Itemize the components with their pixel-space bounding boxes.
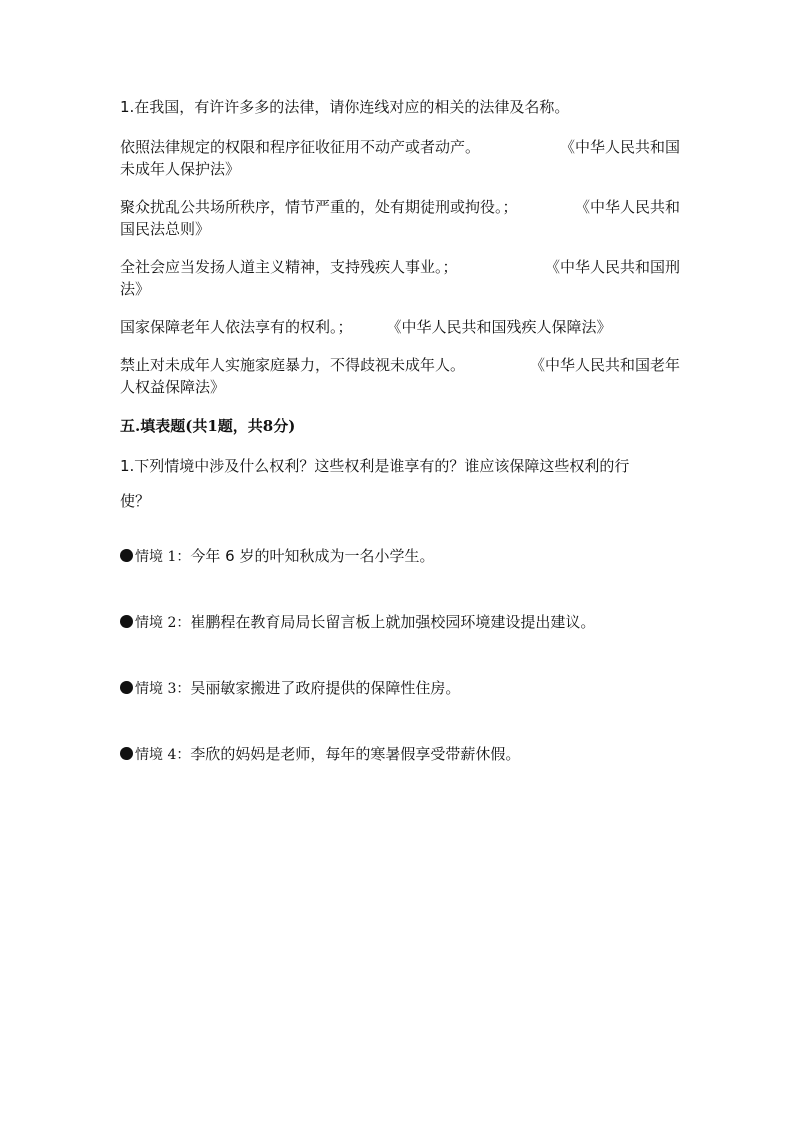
match-right-text: 《中华人民共和 xyxy=(574,198,680,216)
match-continuation: 人权益保障法》 xyxy=(120,378,226,396)
scenario-text: 吴丽敏家搬进了政府提供的保障性住房。 xyxy=(190,679,461,697)
bullet-icon xyxy=(120,549,133,562)
match-item-4 xyxy=(120,316,680,338)
bullet-icon xyxy=(120,615,133,628)
scenario-text: 李欣的妈妈是老师，每年的寒暑假享受带薪休假。 xyxy=(190,745,521,763)
bullet-icon xyxy=(120,681,133,694)
match-continuation: 未成年人保护法》 xyxy=(120,160,241,178)
question1-prompt: 1.在我国，有许许多多的法律，请你连线对应的相关的法律及名称。 xyxy=(120,98,570,116)
section-title: 五.填表题(共1题，共8分) xyxy=(120,417,296,435)
match-left-text: 聚众扰乱公共场所秩序，情节严重的，处有期徒刑或拘役。； xyxy=(120,198,518,216)
match-continuation: 法》 xyxy=(120,280,151,298)
match-left-text: 依照法律规定的权限和程序征收征用不动产或者动产。 xyxy=(120,138,481,156)
bullet-icon xyxy=(120,747,133,760)
scenario-2 xyxy=(120,611,595,634)
scenario-text: 崔鹏程在教育局局长留言板上就加强校园环境建设提出建议。 xyxy=(190,613,596,631)
section5-prompt-line2: 使？ xyxy=(120,492,151,510)
scenario-label: 情境 2： xyxy=(135,615,191,631)
match-left-text: 国家保障老年人依法享有的权利。； xyxy=(120,318,353,336)
match-item-5 xyxy=(120,354,680,398)
scenario-label: 情境 4： xyxy=(135,747,191,763)
match-left-text: 禁止对未成年人实施家庭暴力，不得歧视未成年人。 xyxy=(120,356,466,374)
section5-prompt-line1: 1.下列情境中涉及什么权利？这些权利是谁享有的？谁应该保障这些权利的行 xyxy=(120,457,630,475)
match-right-text: 《中华人民共和国残疾人保障法》 xyxy=(386,318,612,336)
scenario-label: 情境 3： xyxy=(135,681,191,697)
match-item-3 xyxy=(120,256,680,300)
scenario-1 xyxy=(120,545,434,568)
match-left-text: 全社会应当发扬人道主义精神，支持残疾人事业。； xyxy=(120,258,458,276)
scenario-text: 今年 6 岁的叶知秋成为一名小学生。 xyxy=(190,547,435,565)
scenario-3 xyxy=(120,677,460,700)
match-right-text: 《中华人民共和国 xyxy=(559,138,680,156)
match-right-text: 《中华人民共和国老年 xyxy=(529,356,680,374)
scenario-label: 情境 1： xyxy=(135,549,191,565)
match-item-1 xyxy=(120,136,680,180)
match-continuation: 国民法总则》 xyxy=(120,220,211,238)
match-right-text: 《中华人民共和国刑 xyxy=(544,258,680,276)
match-item-2 xyxy=(120,196,680,240)
scenario-4 xyxy=(120,743,520,766)
